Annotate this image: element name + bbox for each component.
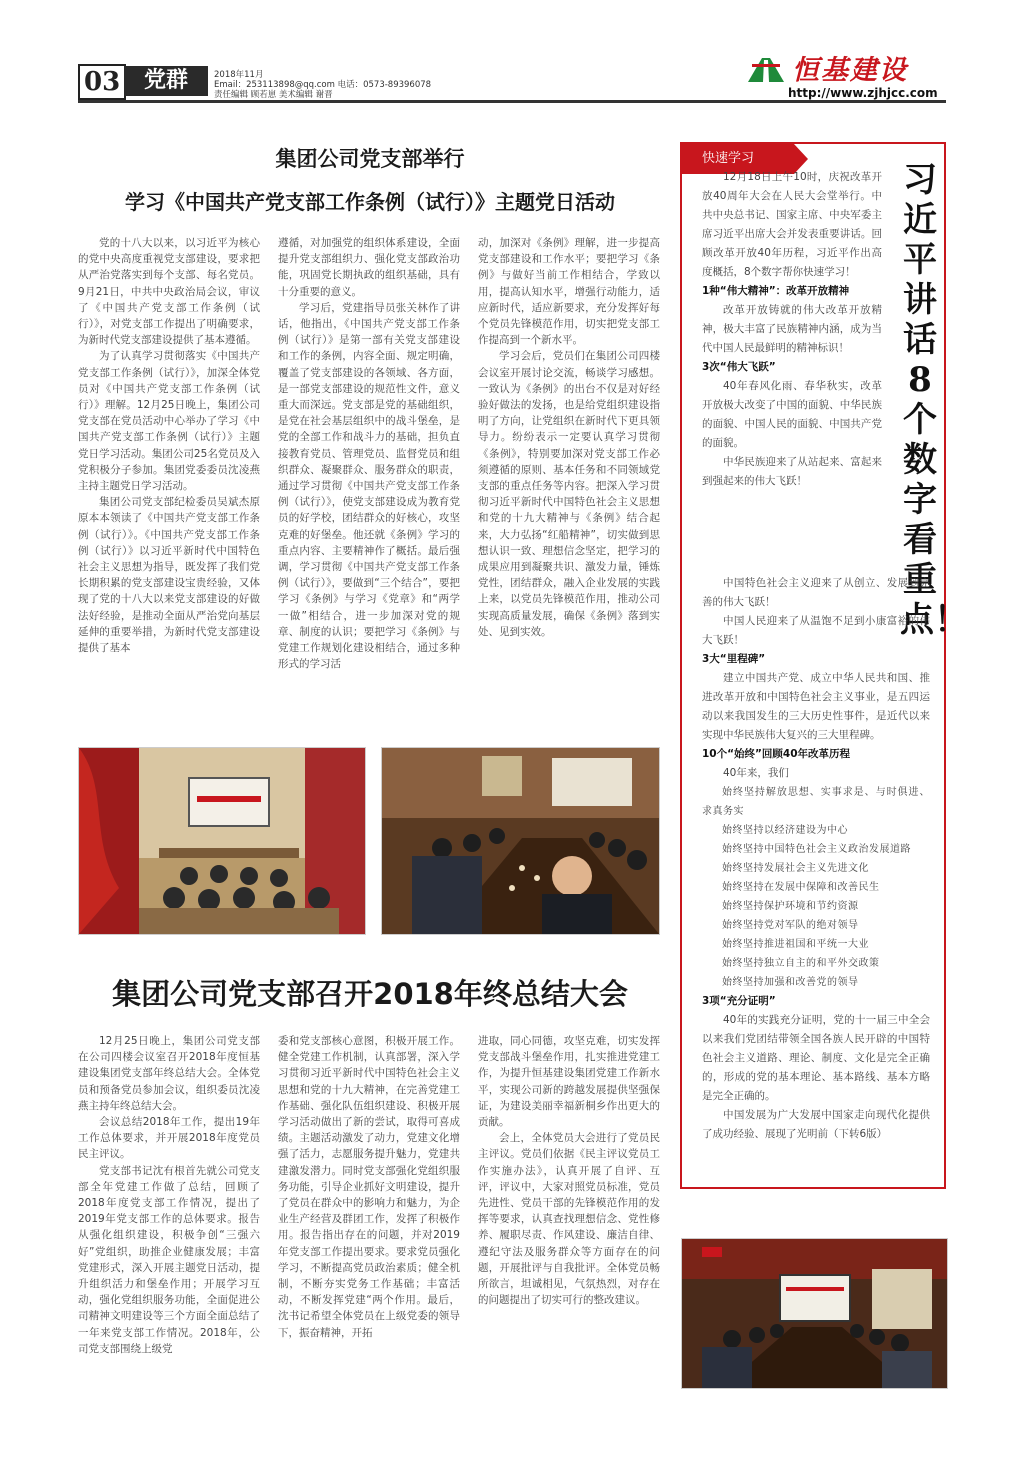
editor-credits: 责任编辑 顾若崽 美术编辑 谢晋 (214, 90, 333, 100)
brand-logo[interactable] (746, 48, 946, 108)
article1-column-3 (478, 235, 660, 735)
road-logo-icon (746, 54, 786, 84)
masthead (78, 55, 946, 110)
paragraph: 学习后，党建指导员张关林作了讲话，他指出，《中国共产党支部工作条例（试行）》是第一部有关党支部建设和工作的条例，内容全面、规定明确，覆盖了党支部建设的各领域、各方面，是一部党支部建设的规范性文件，意义重大而深远。党支部是党的基础组织，是党在社会基层组织中的战斗堡垒，是党的全部工作和战斗力的基础，担负直接教育党员、管理党员、监督党员和组织群众、凝聚群众、服务群众的职责，通过学习贯彻《中国共产党支部工作条例（试行）》，使党支部建设成为教育党员的好学校，团结群众的好核心，攻坚克难的好堡垒。他还就《条例》学习的重点内容、主要精神作了概括。最后强调，学习贯彻《中国共产党支部工作条例（试行）》，要做到“三个结合”，要把学习《条例》与学习《党章》和“两学一做”相结合，进一步加深对党的规章、制度的认识；要把学习《条例》与党建工作规划化建设相结合，通过多种形式的学习活 (278, 301, 460, 671)
article2-column-3 (478, 1033, 660, 1393)
article1-column-1 (78, 235, 260, 735)
paragraph: 为了认真学习贯彻落实《中国共产党支部工作条例（试行）》，加深全体党员对《中国共产党支部工作条例（试行）》理解。12月25日晚上，集团公司党支部在党员活动中心举办了学习《中国共产党支部工作条例（试行）》主题党日学习活动。集团公司25名党员及入党积极分子参加。集团党委委员沈凌燕主持主题党日学习活动。 (78, 350, 260, 493)
article2-column-2 (278, 1033, 460, 1393)
sidebar-paragraph: 改革开放铸就的伟大改革开放精神，极大丰富了民族精神内涵，成为当代中国人民最鲜明的精神标识！ (702, 304, 882, 354)
sidebar-paragraph: 中华民族迎来了从站起来、富起来到强起来的伟大飞跃！ (702, 456, 882, 487)
sidebar-paragraph: 建立中国共产党、成立中华人民共和国、推进改革开放和中国特色社会主义事业，是五四运动以来我国发生的三大历史性事件，是近代以来实现中华民族伟大复兴的三大里程碑。 (702, 672, 930, 741)
paragraph: 会议总结2018年工作，提出19年工作总体要求，并开展2018年度党员民主评议。 (78, 1116, 260, 1161)
summary-meeting-image (682, 1239, 947, 1388)
website-link[interactable]: http://www.zjhjcc.com (788, 86, 938, 100)
list-item: 始终坚持解放思想、实事求是、与时俱进、求真务实 (702, 787, 930, 817)
paragraph: 动，加深对《条例》理解，进一步提高党支部建设和工作水平；要把学习《条例》与做好当前工作相结合，学致以用，提高认知水平，增强行动能力，适应新时代，适应新要求，充分发挥好每个党员先锋模范作用，切实把党支部工作提高到一个新水平。 (478, 237, 660, 347)
list-item: 始终坚持推进祖国和平统一大业 (722, 939, 869, 950)
page-number: 03 (78, 64, 126, 100)
paragraph: 遵循，对加强党的组织体系建设，全面提升党支部组织力、强化党支部政治功能，巩固党长期执政的组织基础，具有十分重要的意义。 (278, 237, 460, 298)
paragraph: 会上，全体党员大会进行了党员民主评议。党员们依据《民主评议党员工作实施办法》，认真开展了自评、互评，评议中，大家对照党员标准，党员先进性、党员干部的先锋模范作用的发挥等要求，认真查找理想信念、党性修养、履职尽责、作风建设、廉洁自律、遵纪守法及服务群众等方面存在的问题，开展批评与自我批评。全体党员畅所欲言，坦诚相见，气氛热烈，对存在的问题提出了切实可行的整改建议。 (478, 1132, 660, 1307)
issue-date: 2018年11月 (214, 70, 264, 80)
list-item: 始终坚持以经济建设为中心 (722, 825, 848, 836)
article2-column-1 (78, 1033, 260, 1393)
paragraph: 集团公司党支部纪检委员吴斌杰原原本本领读了《中国共产党支部工作条例（试行）》。《中国共产党支部工作条例（试行）》以习近平新时代中国特色社会主义思想为指导，既发挥了我们党长期积累的党支部建设宝贵经验，又体现了党的十八大以来党支部建设的好做法好经验，是推动全面从严治党向基层延伸的重要举措，为新时代党支部建设提供了基本 (78, 496, 260, 655)
paragraph: 委和党支部核心意图，积极开展工作。健全党建工作机制，认真部署，深入学习贯彻习近平新时代中国特色社会主义思想和党的十九大精神，在完善党建工作基础、强化队伍组织建设、积极开展学习活动做出了新的尝试，取得可喜成绩。主题活动激发了动力，党建文化增强了活力，志愿服务提升魅力，党建共建激发潜力。同时党支部强化党组织服务功能，引导企业抓好文明建设，提升了党员在群众中的影响力和魅力，为企业生产经营及群团工作，发挥了积极作用。报告指出存在的问题，并对2019年党支部工作提出要求。要求党员强化学习，不断提高党员政治素质；健全机制，不断夯实党务工作基础；丰富活动，不断发挥党建“两个作用。最后，沈书记希望全体党员在上级党委的领导下，振奋精神，开拓 (278, 1035, 460, 1339)
sidebar-paragraph: 中国发展为广大发展中国家走向现代化提供了成功经验、展现了光明前（下转6版） (702, 1109, 930, 1140)
list-item: 始终坚持党对军队的绝对领导 (722, 920, 859, 931)
meeting-photo-summary (681, 1238, 948, 1389)
sidebar-heading: 3项“充分证明” (702, 995, 776, 1007)
sidebar-intro-block (702, 168, 882, 491)
list-item: 始终坚持加强和改善党的领导 (722, 977, 859, 988)
sidebar-paragraph: 40年的实践充分证明，党的十一届三中全会以来我们党团结带领全国各族人民开辟的中国特色社会主义道路、理论、制度、文化是完全正确的，形成的党的基本理论、基本路线、基本方略是完全正确的。 (702, 1014, 930, 1102)
article1-title-line1: 集团公司党支部举行 (275, 147, 465, 171)
brand-name: 恒基建设 (792, 55, 908, 86)
paragraph: 党的十八大以来，以习近平为核心的党中央高度重视党支部建设，要求把从严治党落实到每个支部、每名党员。9月21日，中共中央政治局会议，审议了《中国共产党支部工作条例（试行）》，对党支部工作提出了明确要求，为新时代党支部建设提供了基本遵循。 (78, 237, 260, 347)
paragraph: 进取，同心同德，攻坚克难，切实发挥党支部战斗堡垒作用，扎实推进党建工作，为提升恒基建设集团党建工作新水平，实现公司新的跨越发展提供坚强保证，为建设美丽幸福新桐乡作出更大的贡献。 (478, 1035, 660, 1129)
article2-title: 集团公司党支部召开2018年终总结大会 (112, 977, 628, 1011)
list-item: 始终坚持在发展中保障和改善民生 (722, 882, 880, 893)
contact-info: Email：253113898@qq.com 电话：0573-89396078 (214, 80, 432, 90)
sidebar-heading: 10个“始终”回顾40年改革历程 (702, 748, 851, 760)
list-item: 始终坚持保护环境和节约资源 (722, 901, 859, 912)
article1-column-2 (278, 235, 460, 735)
sidebar-paragraph: 中国特色社会主义迎来了从创立、发展到完善的伟大飞跃！ (702, 577, 930, 608)
list-item: 始终坚持中国特色社会主义政治发展道路 (722, 844, 911, 855)
sidebar-paragraph: 40年春风化雨、春华秋实，改革开放极大改变了中国的面貌、中华民族的面貌、中国人民的面貌、中国共产党的面貌。 (702, 380, 882, 449)
list-item: 始终坚持发展社会主义先进文化 (722, 863, 869, 874)
sidebar-title: 习近平讲话8个数字看重点！ (900, 160, 968, 640)
sidebar-heading: 3次“伟大飞跃” (702, 361, 776, 373)
sidebar-heading: 1种“伟大精神”：改革开放精神 (702, 285, 850, 297)
paragraph: 12月25日晚上，集团公司党支部在公司四楼会议室召开2018年度恒基建设集团党支部年终总结大会。全体党员和预备党员参加会议，组织委员沈凌燕主持年终总结大会。 (78, 1035, 260, 1112)
section-label: 党群 (124, 66, 208, 96)
meeting-photo-discussion (381, 747, 660, 935)
paragraph: 学习会后，党员们在集团公司四楼会议室开展讨论交流，畅谈学习感想。一致认为《条例》的出台不仅是对好经验好做法的发扬，也是给党组织建设指明了方向，让党组织在新时代下更具领导力。纷纷表示一定要认真学习贯彻《条例》，特别要加深对党支部工作必须遵循的原则、基本任务和不同领域党支部的重点任务等内容。把深入学习贯彻习近平新时代中国特色社会主义思想和党的十九大精神与《条例》结合起来，大力弘扬“红船精神”，切实做到思想认识一致、理想信念坚定，把学习的成果应用到凝聚共识、激发力量，锤炼党性，团结群众，融入企业发展的实践上来，以党员先锋模范作用，推动公司实现高质量发展，确保《条例》落到实处、见到实效。 (478, 350, 660, 638)
discussion-image (382, 748, 659, 934)
sidebar-main-block (702, 574, 930, 1144)
header-rule (78, 100, 946, 103)
meeting-hall-image (79, 748, 365, 934)
article1-title-line2: 学习《中国共产党支部工作条例（试行）》主题党日活动 (125, 190, 615, 214)
sidebar-intro: 12月18日上午10时，庆祝改革开放40周年大会在人民大会堂举行。中共中央总书记、国家主席、中央军委主席习近平出席大会并发表重要讲话。回顾改革开放40年历程，习近平作出高度概括，8个数字帮你快速学习！ (702, 171, 882, 278)
list-item: 始终坚持独立自主的和平外交政策 (722, 958, 880, 969)
sidebar-paragraph: 中国人民迎来了从温饱不足到小康富裕的伟大飞跃！ (702, 615, 930, 646)
paragraph: 党支部书记沈有根首先就公司党支部全年党建工作做了总结，回顾了2018年度党支部工作情况，提出了2019年党支部工作的总体要求。报告从强化组织建设，积极争创“三强六好”党组织，助推企业健康发展；丰富党建形式，深入开展主题党日活动，提升组织活力和堡垒作用；开展学习互动，强化党组织服务功能，全面促进公司精神文明建设等三个方面全面总结了一年来党支部工作情况。2018年，公司党支部围绕上级党 (78, 1164, 260, 1355)
sidebar-paragraph: 40年来，我们 (723, 767, 789, 779)
meeting-photo-hall (78, 747, 366, 935)
quick-study-sidebar (680, 142, 968, 1189)
sidebar-tab: 快速学习 (682, 144, 794, 174)
sidebar-heading: 3大“里程碑” (702, 653, 766, 665)
